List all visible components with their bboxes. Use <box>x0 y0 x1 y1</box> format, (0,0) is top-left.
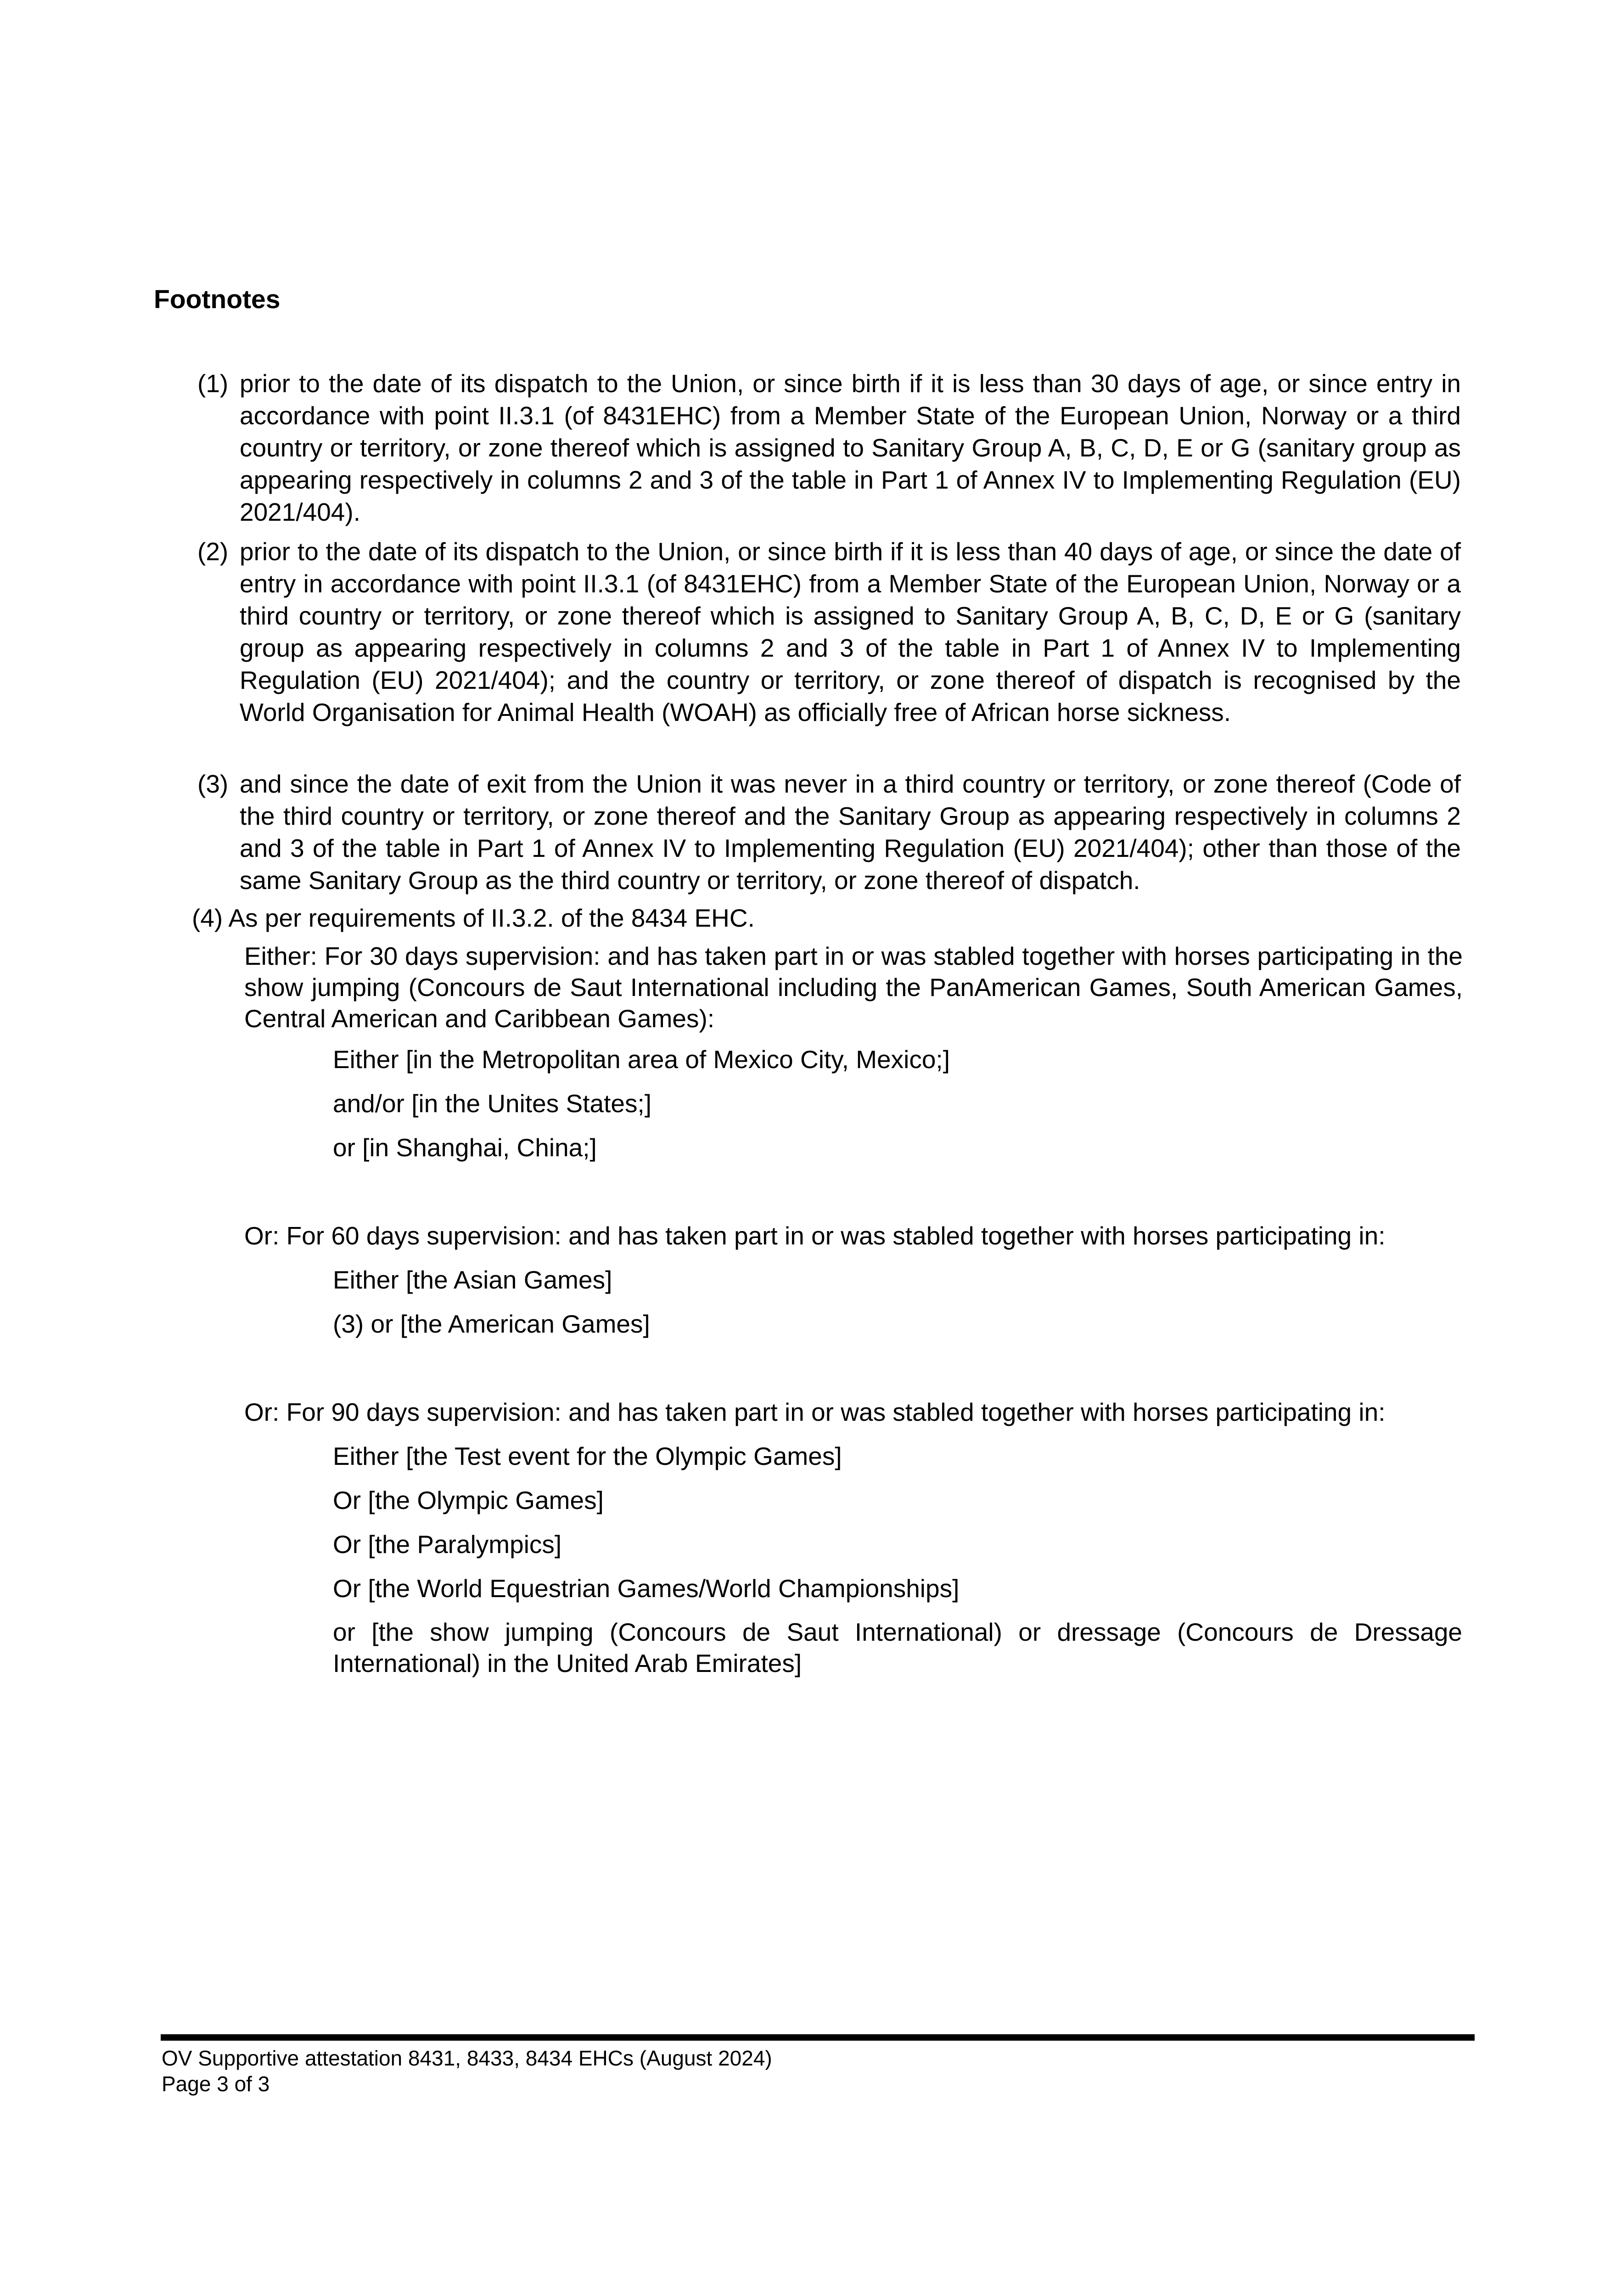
option-30-item: and/or [in the Unites States;] <box>333 1089 651 1118</box>
option-60-item: (3) or [the American Games] <box>333 1310 650 1338</box>
footer-document-title: OV Supportive attestation 8431, 8433, 8434 EHCs (August 2024) <box>162 2046 772 2070</box>
footnote-number: (1) <box>197 369 229 398</box>
footnote-text: prior to the date of its dispatch to the Union, or since birth if it is less than 40 days of age, or since the date of entry in accordance with point II.3.1 (of 8431EHC) from a Member State of the European Union, Norway or a third country or territory, or zone thereof which is assigned to Sanitary Group A, B, C, D, E or G (sanitary group as appearing respectively in columns 2 and 3 of the table in Part 1 of Annex IV to Implementing Regulation (EU) 2021/404); and the country or territory, or zone thereof of dispatch is recognised by the World Organisation for Animal Health (WOAH) as officially free of African horse sickness. <box>240 537 1461 726</box>
option-90-item: Or [the World Equestrian Games/World Championships] <box>333 1574 960 1603</box>
option-30-item: or [in Shanghai, China;] <box>333 1133 597 1162</box>
footnotes-heading: Footnotes <box>154 285 281 314</box>
footnote-text: prior to the date of its dispatch to the Union, or since birth if it is less than 30 days of age, or since entry in accordance with point II.3.1 (of 8431EHC) from a Member State of the European Union, Norway or a third country or territory, or zone thereof which is assigned to Sanitary Group A, B, C, D, E or G (sanitary group as appearing respectively in columns 2 and 3 of the table in Part 1 of Annex IV to Implementing Regulation (EU) 2021/404). <box>240 369 1461 526</box>
footnote-4-title: (4) As per requirements of II.3.2. of the 8434 EHC. <box>192 904 755 932</box>
option-60-days-intro: Or: For 60 days supervision: and has taken part in or was stabled together with horses participating in: <box>244 1221 1386 1250</box>
option-90-days-intro: Or: For 90 days supervision: and has taken part in or was stabled together with horses participating in: <box>244 1398 1386 1426</box>
footer-page-number: Page 3 of 3 <box>162 2072 270 2096</box>
option-90-item: Either [the Test event for the Olympic Games] <box>333 1442 842 1470</box>
footer-divider <box>161 2034 1475 2041</box>
option-30-days-intro: Either: For 30 days supervision: and has taken part in or was stabled together with horses participating in the show jumping (Concours de Saut International including the PanAmerican Games, South American Games, Central American and Caribbean Games): <box>244 942 1463 1033</box>
footnote-text: and since the date of exit from the Union it was never in a third country or territory, or zone thereof (Code of the third country or territory, or zone thereof and the Sanitary Group as appearing respectively in columns 2 and 3 of the table in Part 1 of Annex IV to Implementing Regulation (EU) 2021/404); other than those of the same Sanitary Group as the third country or territory, or zone thereof of dispatch. <box>240 770 1461 895</box>
option-90-item: Or [the Olympic Games] <box>333 1486 604 1514</box>
footnote-number: (3) <box>197 770 229 798</box>
option-90-item: or [the show jumping (Concours de Saut International) or dressage (Concours de Dressage International) in the United Arab Emirates] <box>333 1618 1462 1677</box>
option-30-item: Either [in the Metropolitan area of Mexico City, Mexico;] <box>333 1045 950 1074</box>
option-60-item: Either [the Asian Games] <box>333 1266 612 1294</box>
footnote-number: (2) <box>197 537 229 566</box>
option-90-item: Or [the Paralympics] <box>333 1530 562 1559</box>
